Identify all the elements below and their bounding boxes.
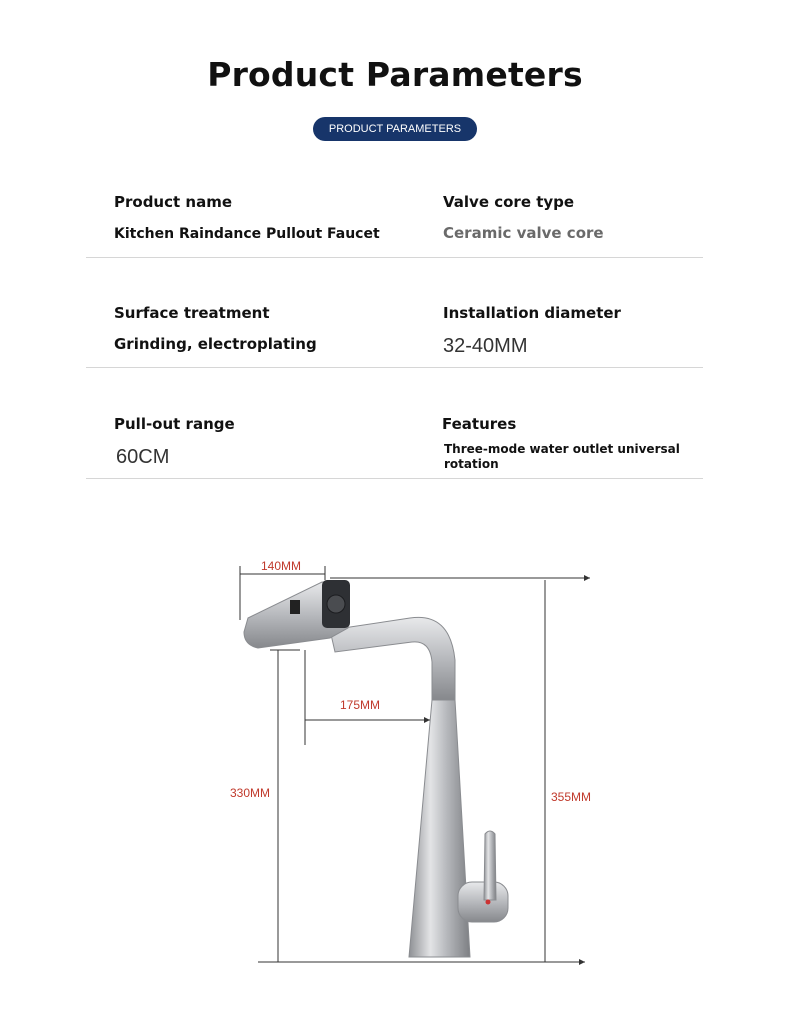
divider <box>86 257 703 258</box>
param-value-product-name: Kitchen Raindance Pullout Faucet <box>114 226 380 242</box>
dim-label-355: 355MM <box>551 790 592 804</box>
divider <box>86 478 703 479</box>
param-label-surface: Surface treatment <box>114 304 270 322</box>
dim-label-140: 140MM <box>261 559 302 573</box>
param-label-product-name: Product name <box>114 193 233 211</box>
hot-indicator <box>486 900 491 905</box>
mode-button <box>290 600 300 614</box>
param-label-features: Features <box>442 415 517 433</box>
page-title: Product Parameters <box>207 55 583 94</box>
section-badge: PRODUCT PARAMETERS <box>313 117 477 141</box>
param-value-install-diameter: 32-40MM <box>443 335 528 357</box>
param-label-valve-core: Valve core type <box>443 193 575 211</box>
param-value-features: Three-mode water outlet universal rotation <box>444 442 680 471</box>
faucet-neck <box>330 617 455 700</box>
param-label-install-diameter: Installation diameter <box>443 304 621 322</box>
dim-label-330: 330MM <box>230 786 271 800</box>
param-value-pullout: 60CM <box>116 446 170 468</box>
handle-lever <box>484 831 496 900</box>
faucet-dimension-drawing <box>0 540 790 1000</box>
divider <box>86 367 703 368</box>
param-value-surface: Grinding, electroplating <box>114 335 317 353</box>
dim-label-175: 175MM <box>340 698 381 712</box>
param-value-valve-core: Ceramic valve core <box>443 224 604 242</box>
faucet-body <box>409 700 470 957</box>
handle-base <box>458 882 508 922</box>
param-label-pullout: Pull-out range <box>114 415 235 433</box>
spray-nozzle <box>327 595 345 613</box>
